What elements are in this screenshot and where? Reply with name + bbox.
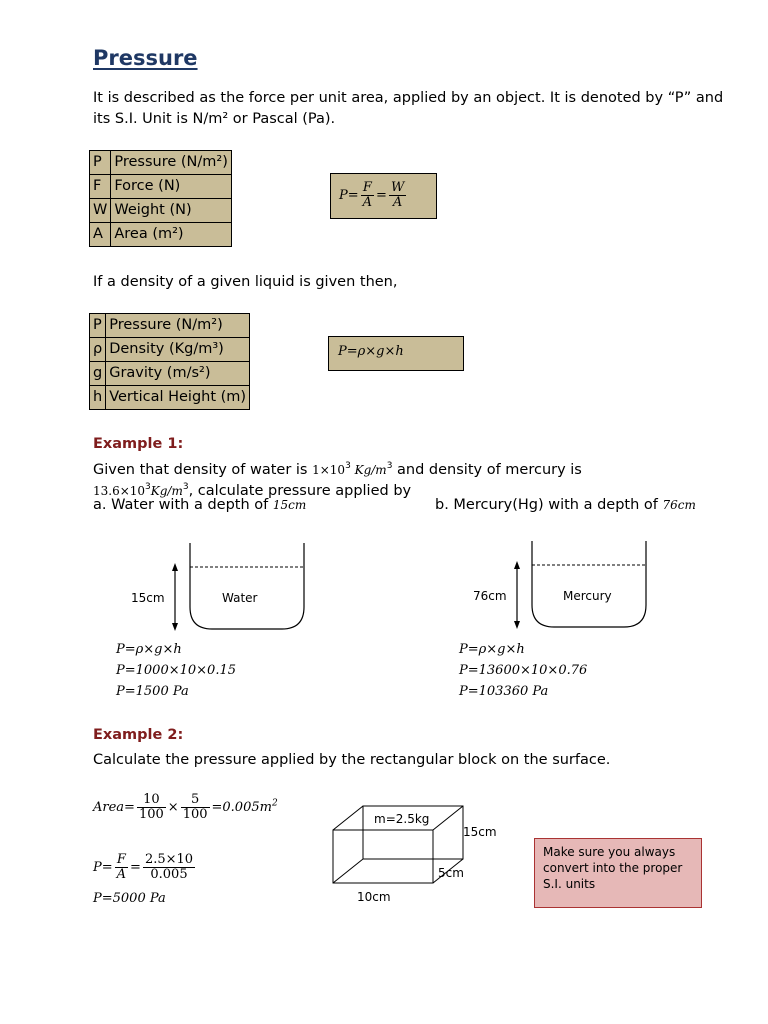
table-row xyxy=(90,362,250,386)
intro-paragraph: It is described as the force per unit area, applied by an object. It is denoted by “P” and its S.I. Unit is N/m² or Pascal (Pa). xyxy=(93,90,724,127)
example-2-heading: Example 2: xyxy=(93,727,184,743)
solution-step: P=1500 Pa xyxy=(116,684,189,699)
fraction-numerator: 2.5×10 xyxy=(144,852,194,867)
math-exponent: 3 xyxy=(345,461,351,471)
fraction-numerator: 5 xyxy=(190,792,200,807)
symbol-cell: h xyxy=(90,386,106,410)
formula-lhs: P= xyxy=(93,860,113,875)
block-mass-label: m=2.5kg xyxy=(374,812,430,826)
fraction-denominator: A xyxy=(389,195,406,210)
symbol-cell: g xyxy=(90,362,106,386)
text-span: b. Mercury(Hg) with a depth of xyxy=(435,497,663,513)
math-unit: Kg/m xyxy=(350,462,387,477)
symbol-cell: F xyxy=(90,175,111,199)
description-cell: Density (Kg/m³) xyxy=(106,338,250,362)
density-intro: If a density of a given liquid is given then, xyxy=(93,274,398,290)
math-exponent: 3 xyxy=(182,482,189,492)
text-span: , calculate pressure applied by xyxy=(188,482,412,499)
symbol-cell: P xyxy=(90,151,111,175)
example-1-part-a xyxy=(93,497,306,513)
mercury-container-diagram xyxy=(462,533,662,633)
water-solution xyxy=(116,639,236,702)
mercury-depth-label: 76cm xyxy=(473,589,507,603)
container-outline xyxy=(190,543,304,629)
description-cell: Pressure (N/m²) xyxy=(111,151,232,175)
block-front-face xyxy=(333,830,433,883)
fraction-denominator: A xyxy=(116,867,127,882)
symbol-cell: ρ xyxy=(90,338,106,362)
table-row xyxy=(90,199,232,223)
water-depth-label: 15cm xyxy=(131,591,165,605)
block-edge xyxy=(433,806,463,830)
example-2-question: Calculate the pressure applied by the rectangular block on the surface. xyxy=(93,752,611,768)
density-formula: P=ρ×g×h xyxy=(338,344,404,359)
variables-table-1 xyxy=(89,150,232,247)
math-exponent: 3 xyxy=(386,461,393,471)
solution-step: P=ρ×g×h xyxy=(116,642,182,657)
pressure-result: P=5000 Pa xyxy=(93,891,166,906)
container-outline xyxy=(532,541,646,627)
formula-lhs: Area= xyxy=(93,800,135,815)
symbol-cell: P xyxy=(90,314,106,338)
solution-step: P=1000×10×0.15 xyxy=(116,663,236,678)
math-value: 1×10 xyxy=(312,462,346,477)
table-row xyxy=(90,338,250,362)
description-cell: Vertical Height (m) xyxy=(106,386,250,410)
arrow-head-down xyxy=(172,623,178,631)
fraction-denominator: 0.005 xyxy=(143,867,195,882)
table-row xyxy=(90,175,232,199)
arrow-head-up xyxy=(514,561,520,569)
math-exponent: 3 xyxy=(145,482,151,492)
arrow-head-down xyxy=(514,621,520,629)
area-formula xyxy=(93,793,278,822)
description-cell: Pressure (N/m²) xyxy=(106,314,250,338)
water-liquid-label: Water xyxy=(222,591,258,605)
fraction-numerator: F xyxy=(116,852,126,867)
text-span: Given that density of water is xyxy=(93,461,313,478)
fraction-denominator: A xyxy=(362,195,373,210)
description-cell: Area (m²) xyxy=(111,223,232,247)
math-unit: Kg/m xyxy=(150,483,183,498)
solution-step: P=ρ×g×h xyxy=(459,642,525,657)
density-formula-box xyxy=(328,336,464,371)
fraction-denominator: 100 xyxy=(182,807,208,822)
pressure-formula-box xyxy=(330,173,437,219)
mercury-liquid-label: Mercury xyxy=(563,589,612,603)
variables-table-2 xyxy=(89,313,250,410)
page-title: Pressure xyxy=(93,46,198,70)
equals-sign: = xyxy=(130,860,141,875)
pressure-calculation xyxy=(93,853,197,882)
block-edge xyxy=(333,859,363,883)
description-cell: Force (N) xyxy=(111,175,232,199)
arrow-head-up xyxy=(172,563,178,571)
block-height-label: 15cm xyxy=(463,825,497,839)
table-row xyxy=(90,223,232,247)
times-sign: × xyxy=(167,800,179,815)
math-value: 15cm xyxy=(272,498,307,512)
math-value: 13.6×10 xyxy=(93,483,146,498)
symbol-cell: A xyxy=(90,223,111,247)
fraction-numerator: 10 xyxy=(143,792,160,807)
table-row xyxy=(90,386,250,410)
math-value: 76cm xyxy=(662,498,696,512)
example-1-part-b xyxy=(435,497,696,513)
fraction-numerator: W xyxy=(390,180,405,195)
table-row xyxy=(90,151,232,175)
block-depth-label: 5cm xyxy=(438,866,464,880)
water-container-diagram xyxy=(120,535,320,635)
solution-step: P=13600×10×0.76 xyxy=(459,663,588,678)
example-1-heading: Example 1: xyxy=(93,436,184,452)
block-width-label: 10cm xyxy=(357,890,391,904)
area-result: =0.005m xyxy=(211,800,272,815)
formula-lhs: P= xyxy=(339,188,359,203)
table-row xyxy=(90,314,250,338)
fraction-numerator: F xyxy=(362,180,372,195)
text-span: a. Water with a depth of xyxy=(93,497,273,513)
solution-step: P=103360 Pa xyxy=(459,684,549,699)
units-note-box: Make sure you always convert into the proper S.I. units xyxy=(534,838,702,908)
description-cell: Weight (N) xyxy=(111,199,232,223)
text-span: and density of mercury is xyxy=(392,461,582,478)
description-cell: Gravity (m/s²) xyxy=(106,362,250,386)
block-edge xyxy=(333,806,363,830)
mercury-solution xyxy=(459,639,587,702)
fraction-denominator: 100 xyxy=(138,807,164,822)
math-exponent: 2 xyxy=(271,798,278,809)
equals-sign: = xyxy=(376,188,387,203)
symbol-cell: W xyxy=(90,199,111,223)
